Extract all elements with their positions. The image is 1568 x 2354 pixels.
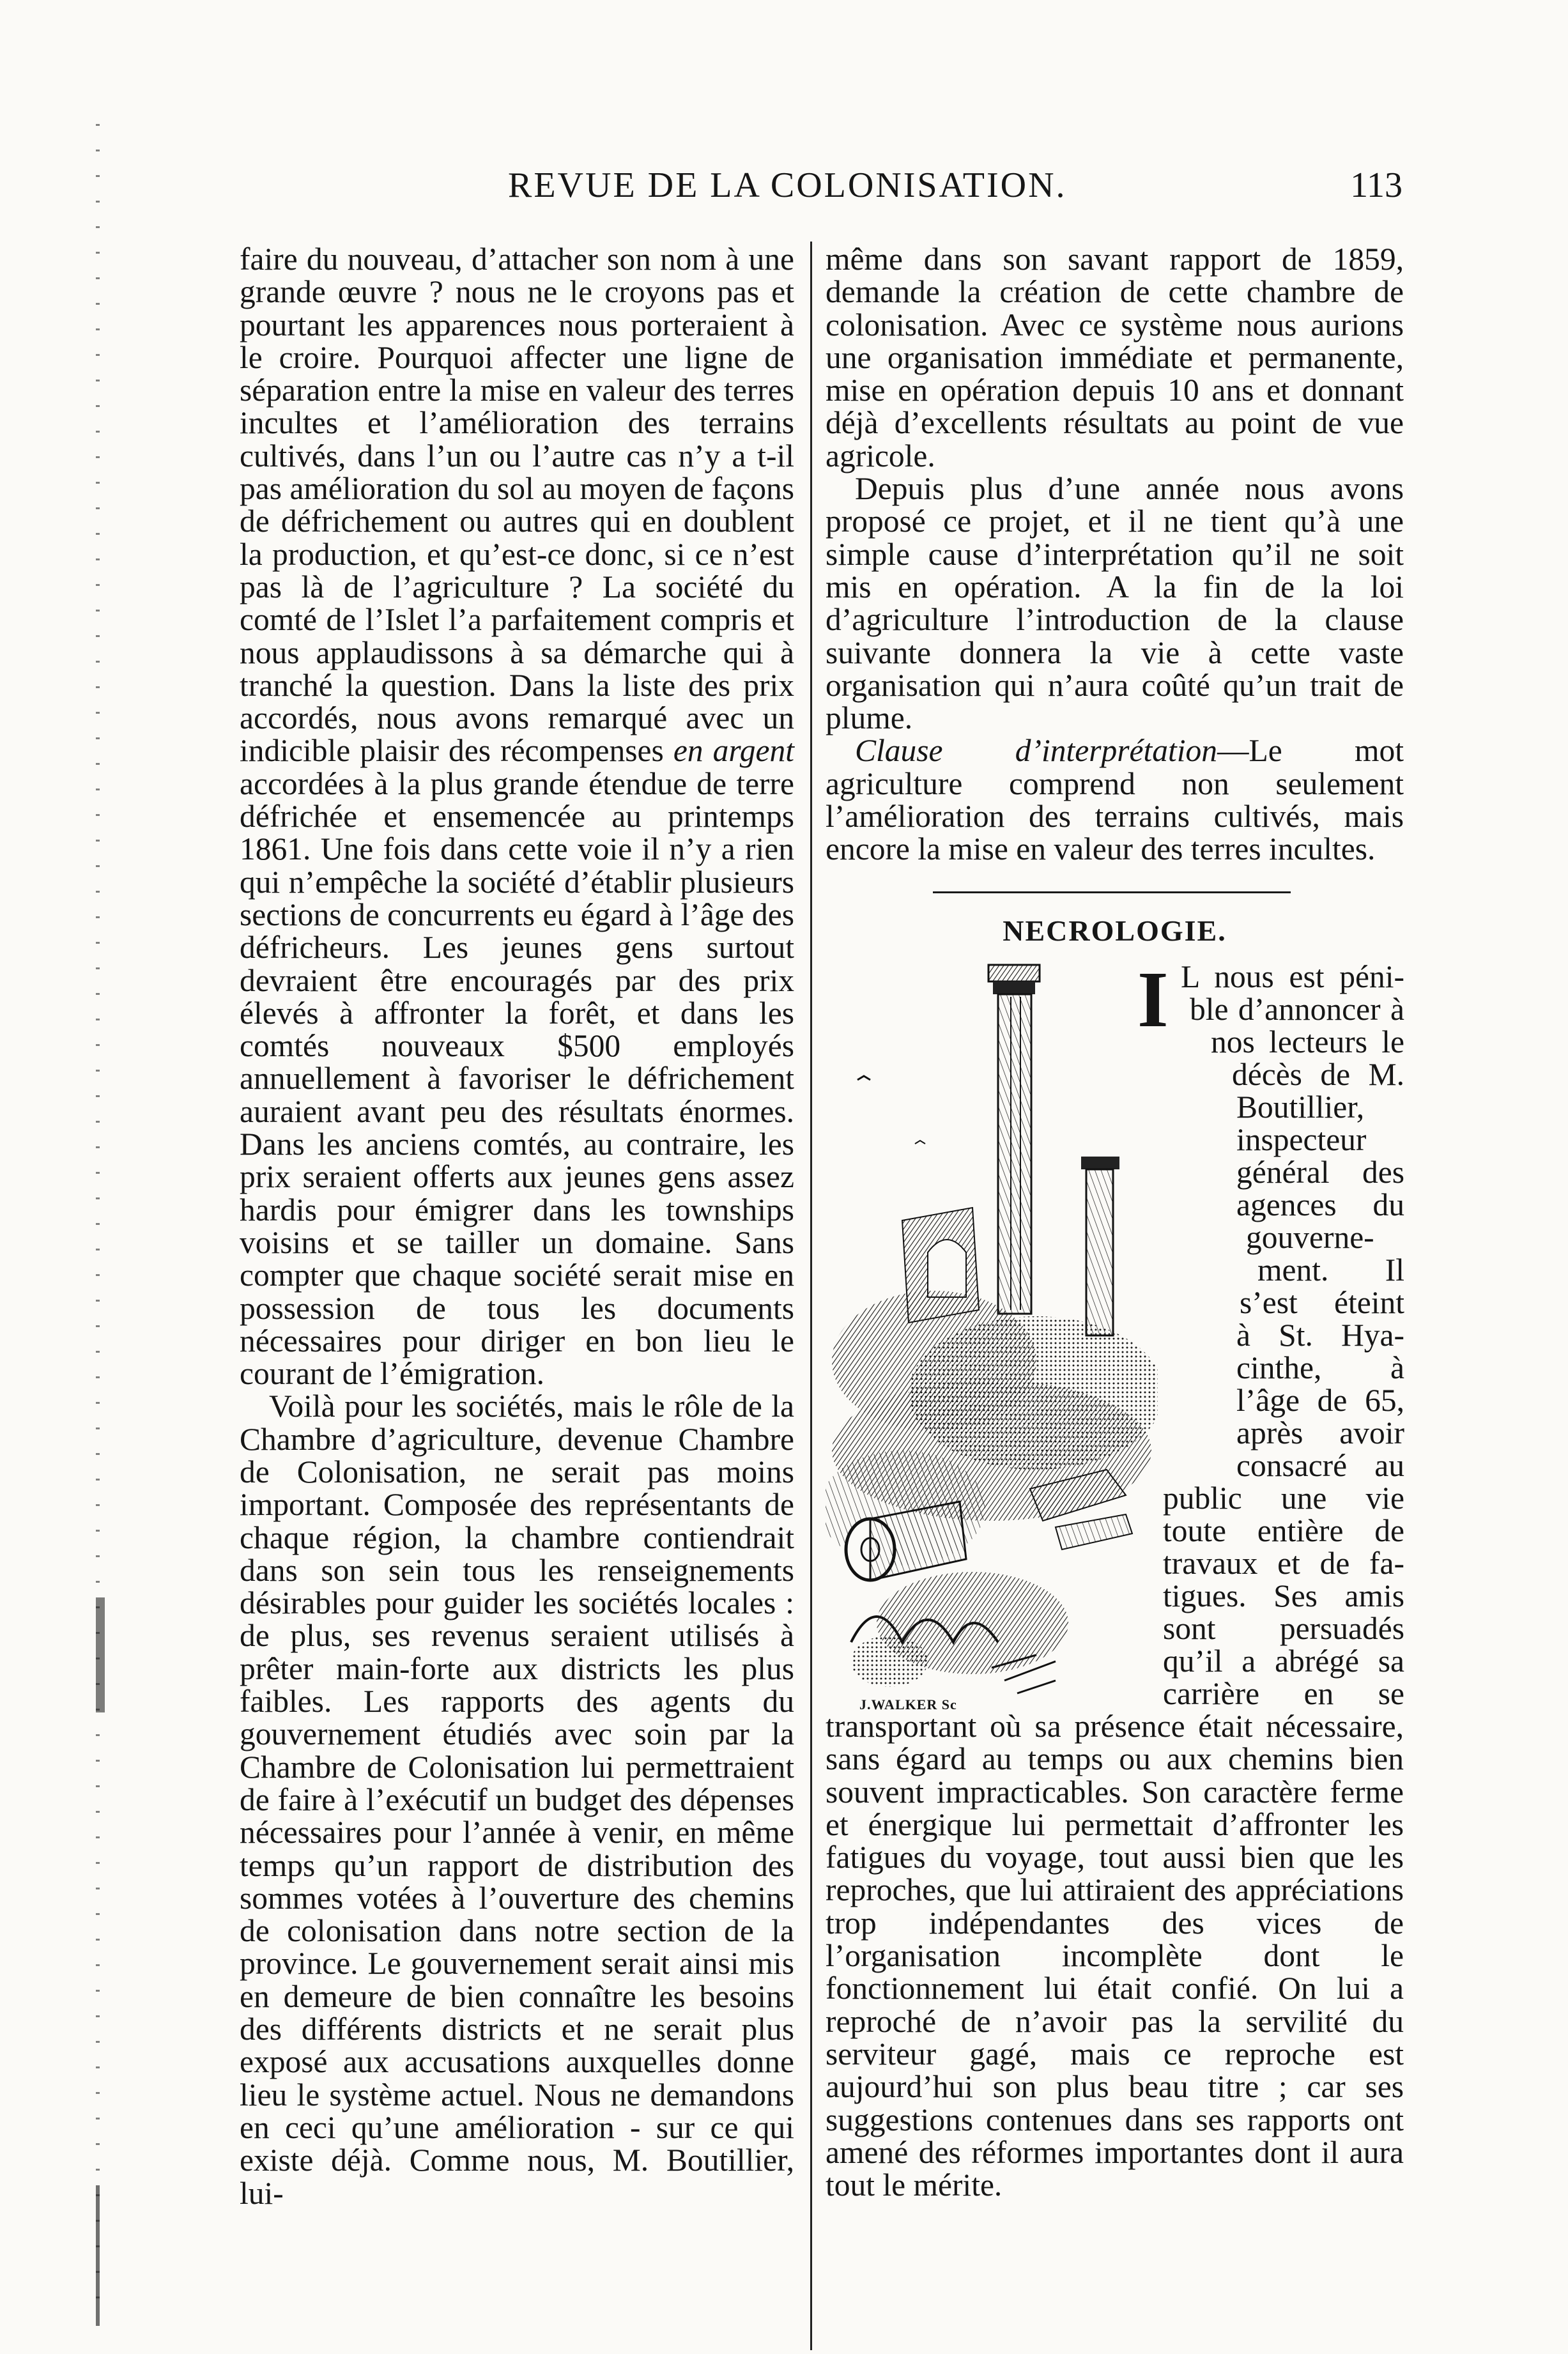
page-number: 113 xyxy=(1350,165,1403,205)
paragraph-text: —Le mot agriculture comprend non seulement l’amélioration des terrains cultivés, mais encore la mise en valeur des terres incultes. xyxy=(826,733,1404,867)
obituary-line: sont persuadés xyxy=(1163,1611,1404,1646)
paragraph: Voilà pour les sociétés, mais le rôle de la Chambre d’agriculture, devenue Chambre de Colonisation, ne serait pas moins important. Composée des représentants de chaque région, la chambre contiendrait dans son sein tous les renseignements désirables pour guider les sociétés locales : de plus, ses revenus seraient utilisés à prêter main-forte aux districts les plus faibles. Les rapports des agents du gouvernement étudiés avec soin par la Chambre de Colonisation lui permettraient de faire à l’exécutif un budget des dépenses nécessaires pour l’année à venir, en même temps qu’un rapport de distribution des sommes votées à l’ouverture des chemins de colonisation dans notre section de la province. Le gouvernement serait ainsi mis en demeure de bien connaître les besoins des différents districts et ne serait plus exposé aux accusations auxquelles donne lieu le système actuel. Nous ne demandons en ceci qu’une amélioration - sur ce qui existe déjà. Comme nous, M. Boutillier, lui- xyxy=(240,1389,794,2211)
obituary-line: agences du xyxy=(1236,1187,1404,1222)
obituary-line: nos lecteurs le xyxy=(1211,1024,1404,1059)
obituary-line: à St. Hya- xyxy=(1236,1318,1404,1353)
left-column xyxy=(240,243,794,2210)
obituary-line: public une vie xyxy=(1163,1481,1404,1516)
obituary-line: tigues. Ses amis xyxy=(1163,1578,1404,1613)
binding-edge-smudge xyxy=(96,2185,100,2326)
obituary-line: qu’il a abrégé sa xyxy=(1163,1643,1404,1679)
obituary-line: travaux et de fa- xyxy=(1163,1546,1404,1581)
obituary-line: après avoir xyxy=(1236,1415,1404,1450)
right-column xyxy=(826,243,1404,866)
obituary-line: général des xyxy=(1236,1155,1404,1190)
obituary-line: toute entière de xyxy=(1163,1513,1404,1548)
obituary-line: gouverne- xyxy=(1246,1220,1374,1255)
section-title: NECROLOGIE. xyxy=(1003,914,1227,947)
obituary-line: l’âge de 65, xyxy=(1236,1383,1404,1418)
column-divider xyxy=(810,242,812,2350)
obituary-line: carrière en se xyxy=(1163,1676,1404,1711)
emphasis: Clause d’interprétation xyxy=(855,733,1217,769)
obituary-line: Boutillier, xyxy=(1236,1089,1365,1125)
obituary-line: L nous est péni- xyxy=(1181,959,1404,994)
binding-edge-smudge xyxy=(96,1597,105,1712)
ruins-engraving xyxy=(826,952,1158,1732)
paragraph-text: accordées à la plus grande étendue de terre défrichée et ensemencée au printemps 1861. Une fois dans cette voie il n’y a rien qui n’empêche la société d’établir plusieurs sections de concurrents eu égard à l’âge des défricheurs. Les jeunes gens surtout devraient être encouragés par des prix élevés à affronter la forêt, et dans les comtés nouveaux $500 employés annuellement à favoriser le défrichement auraient avant peu des résultats énormes. Dans les anciens comtés, au contraire, les prix seraient offerts aux jeunes gens assez hardis pour émigrer dans les townships voisins et se tailler un domaine. Sans compter que chaque société serait mise en possession de tous les documents nécessaires pour diriger en bon lieu le courant de l’émigration. xyxy=(240,765,794,1392)
obituary-continuation: transportant où sa présence était nécessaire, sans égard au temps ou aux chemins bien souvent impracticables. Son caractère ferme et énergique lui permettait d’affronter les fatigues du voyage, tout aussi bien que les reproches, que lui attiraient des appréciations trop indépendantes des vices de l’organisation incomplète dont le fonctionnement lui était confié. On lui a reproché de n’avoir pas la servilité du serviteur gagé, mais ce reproche est aujourd’hui son plus beau titre ; car ses suggestions contenues dans ses rapports ont amené des réformes importantes dont il aura tout le mérite. xyxy=(826,1709,1404,2203)
binding-edge-marks xyxy=(77,115,128,2300)
paragraph: même dans son savant rapport de 1859, demande la création de cette chambre de colonisation. Avec ce système nous aurions une organisation immédiate et permanente, mise en opération depuis 10 ans et donnant déjà d’excellents résultats au point de vue agricole. xyxy=(826,242,1404,473)
running-header xyxy=(240,165,1403,210)
obituary-line: cinthe, à xyxy=(1236,1350,1404,1385)
drop-cap: I xyxy=(1137,956,1169,1044)
paragraph xyxy=(826,734,1404,865)
emphasis: en argent xyxy=(673,733,794,769)
running-title: REVUE DE LA COLONISATION. xyxy=(508,165,1067,205)
obituary-line: s’est éteint xyxy=(1240,1285,1404,1320)
obituary-line: décès de M. xyxy=(1232,1057,1404,1092)
obituary-line: inspecteur xyxy=(1236,1122,1367,1157)
obituary-line: ment. Il xyxy=(1257,1252,1404,1288)
paragraph xyxy=(240,243,794,1390)
obituary-line: consacré au xyxy=(1236,1448,1404,1483)
paragraph: Depuis plus d’une année nous avons proposé ce projet, et il ne tient qu’à une simple cause d’interprétation qu’il ne soit mis en opération. A la fin de la loi d’agriculture l’introduction de la clause suivante donnera la vie à cette vaste organisation qui n’aura coûté qu’un trait de plume. xyxy=(826,471,1404,736)
paragraph-text: faire du nouveau, d’attacher son nom à une grande œuvre ? nous ne le croyons pas et pourtant les apparences nous porteraient à le croire. Pourquoi affecter une ligne de séparation entre la mise en valeur des terres incultes et l’amélioration des terrains cultivés, dans l’un ou l’autre cas n’y a t-il pas amélioration du sol au moyen de façons de défrichement ou autres qui en doublent la production, et qu’est-ce donc, si ce n’est pas là de l’agriculture ? La société du comté de l’Islet l’a parfaitement compris et nous applaudissons à sa démarche qui à tranché la question. Dans la liste des prix accordés, nous avons remarqué avec un indicible plaisir des récompenses xyxy=(240,242,794,769)
engraver-signature: J.WALKER Sc xyxy=(859,1696,957,1712)
section-divider xyxy=(933,891,1291,893)
obituary-line: ble d’annoncer à xyxy=(1190,992,1404,1027)
